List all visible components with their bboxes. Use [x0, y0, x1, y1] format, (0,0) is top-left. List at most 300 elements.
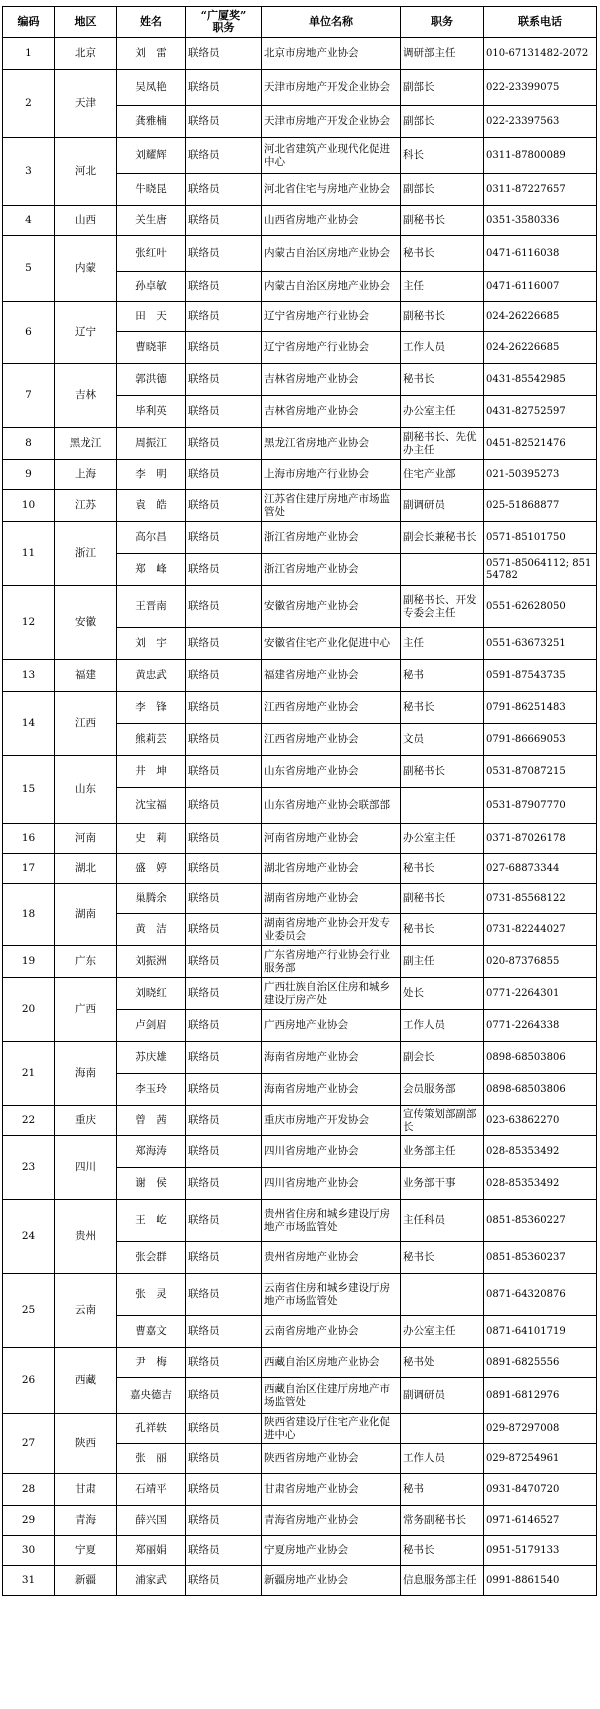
row-position: 副调研员 — [401, 490, 484, 522]
row-position: 工作人员 — [401, 332, 484, 364]
row-code: 24 — [3, 1200, 55, 1274]
row-phone: 024-26226685 — [484, 302, 597, 332]
row-phone: 022-23397563 — [484, 106, 597, 138]
row-position: 副会长兼秘书长 — [401, 522, 484, 554]
row-role: 联络员 — [186, 946, 262, 978]
row-name: 郑丽娟 — [117, 1536, 186, 1566]
row-unit: 广西房地产业协会 — [262, 1010, 401, 1042]
row-region: 陕西 — [55, 1414, 117, 1474]
row-name: 张 灵 — [117, 1274, 186, 1316]
row-code: 28 — [3, 1474, 55, 1506]
row-unit: 青海省房地产业协会 — [262, 1506, 401, 1536]
row-unit: 安徽省住宅产业化促进中心 — [262, 628, 401, 660]
row-role: 联络员 — [186, 1074, 262, 1106]
row-role: 联络员 — [186, 364, 262, 396]
row-unit: 辽宁省房地产行业协会 — [262, 332, 401, 364]
row-unit: 陕西省建设厅住宅产业化促进中心 — [262, 1414, 401, 1444]
row-name: 刘 雷 — [117, 38, 186, 70]
row-region: 湖北 — [55, 854, 117, 884]
row-role: 联络员 — [186, 692, 262, 724]
row-code: 2 — [3, 70, 55, 138]
row-position: 会员服务部 — [401, 1074, 484, 1106]
table-row — [3, 756, 597, 788]
row-position: 副部长 — [401, 174, 484, 206]
row-phone: 0471-6116007 — [484, 272, 597, 302]
row-name: 李玉玲 — [117, 1074, 186, 1106]
row-phone: 0891-6812976 — [484, 1378, 597, 1414]
row-phone: 029-87254961 — [484, 1444, 597, 1474]
row-name: 史 莉 — [117, 824, 186, 854]
row-code: 31 — [3, 1566, 55, 1596]
row-position: 工作人员 — [401, 1010, 484, 1042]
row-region: 重庆 — [55, 1106, 117, 1136]
row-role: 联络员 — [186, 1414, 262, 1444]
row-name: 刘耀辉 — [117, 138, 186, 174]
row-position: 秘书长 — [401, 236, 484, 272]
row-phone: 0851-85360227 — [484, 1200, 597, 1242]
row-unit: 贵州省住房和城乡建设厅房地产市场监管处 — [262, 1200, 401, 1242]
row-region: 海南 — [55, 1042, 117, 1106]
row-phone: 0351-3580336 — [484, 206, 597, 236]
row-region: 云南 — [55, 1274, 117, 1348]
row-position: 秘书长 — [401, 364, 484, 396]
row-position: 副部长 — [401, 106, 484, 138]
row-phone: 0431-82752597 — [484, 396, 597, 428]
table-row — [3, 364, 597, 396]
row-name: 张 丽 — [117, 1444, 186, 1474]
row-role: 联络员 — [186, 70, 262, 106]
row-position: 主任 — [401, 272, 484, 302]
row-phone: 0771-2264338 — [484, 1010, 597, 1042]
row-code: 27 — [3, 1414, 55, 1474]
row-name: 高尔昌 — [117, 522, 186, 554]
row-phone: 0971-6146527 — [484, 1506, 597, 1536]
row-position: 主任 — [401, 628, 484, 660]
row-role: 联络员 — [186, 1274, 262, 1316]
row-code: 15 — [3, 756, 55, 824]
row-name: 王晋南 — [117, 586, 186, 628]
row-phone: 0991-8861540 — [484, 1566, 597, 1596]
row-position: 科长 — [401, 138, 484, 174]
row-name: 石靖平 — [117, 1474, 186, 1506]
row-unit: 河北省建筑产业现代化促进中心 — [262, 138, 401, 174]
row-region: 宁夏 — [55, 1536, 117, 1566]
row-position: 副主任 — [401, 946, 484, 978]
row-region: 吉林 — [55, 364, 117, 428]
row-role: 联络员 — [186, 1506, 262, 1536]
row-name: 郭洪德 — [117, 364, 186, 396]
header-position: 职务 — [401, 7, 484, 38]
row-name: 孙卓敏 — [117, 272, 186, 302]
row-name: 牛晓昆 — [117, 174, 186, 206]
row-position — [401, 1274, 484, 1316]
row-region: 内蒙 — [55, 236, 117, 302]
row-role: 联络员 — [186, 332, 262, 364]
row-role: 联络员 — [186, 302, 262, 332]
row-region: 新疆 — [55, 1566, 117, 1596]
row-position: 宣传策划部副部长 — [401, 1106, 484, 1136]
row-position: 副部长 — [401, 70, 484, 106]
row-role: 联络员 — [186, 1168, 262, 1200]
row-position: 秘书 — [401, 1474, 484, 1506]
row-name: 刘晓红 — [117, 978, 186, 1010]
row-phone: 027-68873344 — [484, 854, 597, 884]
row-code: 7 — [3, 364, 55, 428]
row-position: 秘书长 — [401, 692, 484, 724]
table-row — [3, 660, 597, 692]
row-unit: 甘肃省房地产业协会 — [262, 1474, 401, 1506]
row-phone: 0931-8470720 — [484, 1474, 597, 1506]
row-region: 四川 — [55, 1136, 117, 1200]
row-code: 3 — [3, 138, 55, 206]
row-code: 4 — [3, 206, 55, 236]
row-position: 副秘书长 — [401, 756, 484, 788]
row-position: 秘书长 — [401, 1242, 484, 1274]
row-region: 山东 — [55, 756, 117, 824]
row-unit: 河南省房地产业协会 — [262, 824, 401, 854]
row-position: 办公室主任 — [401, 1316, 484, 1348]
row-position: 副秘书长 — [401, 302, 484, 332]
row-phone: 0898-68503806 — [484, 1074, 597, 1106]
row-position — [401, 788, 484, 824]
row-position: 调研部主任 — [401, 38, 484, 70]
row-unit: 上海市房地产行业协会 — [262, 460, 401, 490]
row-role: 联络员 — [186, 1348, 262, 1378]
row-region: 河北 — [55, 138, 117, 206]
row-code: 9 — [3, 460, 55, 490]
row-role: 联络员 — [186, 660, 262, 692]
row-name: 孔祥轶 — [117, 1414, 186, 1444]
row-unit: 湖北省房地产业协会 — [262, 854, 401, 884]
row-unit: 辽宁省房地产行业协会 — [262, 302, 401, 332]
row-role: 联络员 — [186, 106, 262, 138]
table-row — [3, 692, 597, 724]
row-region: 山西 — [55, 206, 117, 236]
row-phone: 0551-62628050 — [484, 586, 597, 628]
table-row — [3, 38, 597, 70]
row-unit: 江西省房地产业协会 — [262, 692, 401, 724]
row-role: 联络员 — [186, 396, 262, 428]
row-name: 黄 洁 — [117, 914, 186, 946]
table-row — [3, 1506, 597, 1536]
table-row — [3, 1136, 597, 1168]
row-unit: 江西省房地产业协会 — [262, 724, 401, 756]
row-code: 17 — [3, 854, 55, 884]
row-phone: 0891-6825556 — [484, 1348, 597, 1378]
table-body — [3, 38, 597, 1596]
row-position: 处长 — [401, 978, 484, 1010]
row-unit: 四川省房地产业协会 — [262, 1136, 401, 1168]
row-name: 张红叶 — [117, 236, 186, 272]
row-region: 青海 — [55, 1506, 117, 1536]
row-role: 联络员 — [186, 1042, 262, 1074]
row-region: 上海 — [55, 460, 117, 490]
row-role: 联络员 — [186, 1316, 262, 1348]
row-unit: 湖南省房地产业协会 — [262, 884, 401, 914]
row-name: 浦家武 — [117, 1566, 186, 1596]
row-phone: 022-23399075 — [484, 70, 597, 106]
row-region: 北京 — [55, 38, 117, 70]
header-row — [3, 7, 597, 38]
row-unit: 西藏自治区房地产业协会 — [262, 1348, 401, 1378]
row-unit: 内蒙古自治区房地产业协会 — [262, 272, 401, 302]
row-unit: 吉林省房地产业协会 — [262, 396, 401, 428]
row-name: 卢剑眉 — [117, 1010, 186, 1042]
row-position: 办公室主任 — [401, 396, 484, 428]
row-name: 谢 侯 — [117, 1168, 186, 1200]
table-row — [3, 460, 597, 490]
table-row — [3, 236, 597, 272]
row-code: 12 — [3, 586, 55, 660]
row-name: 王 屹 — [117, 1200, 186, 1242]
row-phone: 0311-87227657 — [484, 174, 597, 206]
row-role: 联络员 — [186, 460, 262, 490]
row-role: 联络员 — [186, 1536, 262, 1566]
row-role: 联络员 — [186, 272, 262, 302]
row-role: 联络员 — [186, 724, 262, 756]
row-unit: 重庆市房地产开发协会 — [262, 1106, 401, 1136]
row-unit: 云南省房地产业协会 — [262, 1316, 401, 1348]
row-unit: 海南省房地产业协会 — [262, 1042, 401, 1074]
row-position — [401, 554, 484, 586]
row-unit: 浙江省房地产业协会 — [262, 522, 401, 554]
row-unit: 天津市房地产开发企业协会 — [262, 70, 401, 106]
header-unit: 单位名称 — [262, 7, 401, 38]
row-name: 曾 茜 — [117, 1106, 186, 1136]
row-code: 1 — [3, 38, 55, 70]
table-row — [3, 138, 597, 174]
row-code: 14 — [3, 692, 55, 756]
table-row — [3, 522, 597, 554]
table-row — [3, 1274, 597, 1316]
row-unit: 四川省房地产业协会 — [262, 1168, 401, 1200]
row-name: 沈宝福 — [117, 788, 186, 824]
row-name: 张会群 — [117, 1242, 186, 1274]
row-name: 薛兴国 — [117, 1506, 186, 1536]
row-region: 黑龙江 — [55, 428, 117, 460]
row-name: 曹晓菲 — [117, 332, 186, 364]
row-region: 辽宁 — [55, 302, 117, 364]
row-role: 联络员 — [186, 1242, 262, 1274]
row-phone: 0871-64101719 — [484, 1316, 597, 1348]
row-role: 联络员 — [186, 824, 262, 854]
row-role: 联络员 — [186, 554, 262, 586]
row-unit: 湖南省房地产业协会开发专业委员会 — [262, 914, 401, 946]
row-code: 11 — [3, 522, 55, 586]
row-name: 黄忠武 — [117, 660, 186, 692]
row-unit: 内蒙古自治区房地产业协会 — [262, 236, 401, 272]
row-name: 巢腾余 — [117, 884, 186, 914]
row-code: 19 — [3, 946, 55, 978]
row-role: 联络员 — [186, 586, 262, 628]
header-region: 地区 — [55, 7, 117, 38]
row-unit: 贵州省房地产业协会 — [262, 1242, 401, 1274]
row-position: 副秘书长 — [401, 884, 484, 914]
row-name: 关生唐 — [117, 206, 186, 236]
row-phone: 021-50395273 — [484, 460, 597, 490]
row-region: 甘肃 — [55, 1474, 117, 1506]
row-phone: 023-63862270 — [484, 1106, 597, 1136]
row-phone: 0371-87026178 — [484, 824, 597, 854]
table-row — [3, 978, 597, 1010]
row-code: 18 — [3, 884, 55, 946]
row-code: 16 — [3, 824, 55, 854]
row-role: 联络员 — [186, 1444, 262, 1474]
row-unit: 北京市房地产业协会 — [262, 38, 401, 70]
row-unit: 安徽省房地产业协会 — [262, 586, 401, 628]
header-phone: 联系电话 — [484, 7, 597, 38]
row-role: 联络员 — [186, 522, 262, 554]
row-position: 秘书长 — [401, 914, 484, 946]
row-phone: 029-87297008 — [484, 1414, 597, 1444]
table-row — [3, 302, 597, 332]
row-phone: 0531-87907770 — [484, 788, 597, 824]
row-role: 联络员 — [186, 428, 262, 460]
row-phone: 020-87376855 — [484, 946, 597, 978]
contact-table — [2, 6, 597, 1596]
row-position: 业务部主任 — [401, 1136, 484, 1168]
row-role: 联络员 — [186, 914, 262, 946]
row-unit: 山西省房地产业协会 — [262, 206, 401, 236]
row-role: 联络员 — [186, 628, 262, 660]
row-phone: 0531-87087215 — [484, 756, 597, 788]
header-name: 姓名 — [117, 7, 186, 38]
row-name: 井 坤 — [117, 756, 186, 788]
row-name: 苏庆雄 — [117, 1042, 186, 1074]
row-phone: 0851-85360237 — [484, 1242, 597, 1274]
row-name: 刘 宇 — [117, 628, 186, 660]
row-position: 信息服务部主任 — [401, 1566, 484, 1596]
table-row — [3, 586, 597, 628]
row-phone: 0431-85542985 — [484, 364, 597, 396]
row-phone: 0571-85064112; 85154782 — [484, 554, 597, 586]
row-region: 广东 — [55, 946, 117, 978]
row-phone: 0871-64320876 — [484, 1274, 597, 1316]
row-role: 联络员 — [186, 138, 262, 174]
row-name: 熊莉芸 — [117, 724, 186, 756]
row-phone: 0571-85101750 — [484, 522, 597, 554]
row-role: 联络员 — [186, 1106, 262, 1136]
row-phone: 0898-68503806 — [484, 1042, 597, 1074]
row-name: 毕利英 — [117, 396, 186, 428]
row-region: 天津 — [55, 70, 117, 138]
row-unit: 河北省住宅与房地产业协会 — [262, 174, 401, 206]
row-unit: 浙江省房地产业协会 — [262, 554, 401, 586]
row-name: 曹嘉文 — [117, 1316, 186, 1348]
row-region: 江苏 — [55, 490, 117, 522]
row-unit: 黑龙江省房地产业协会 — [262, 428, 401, 460]
row-role: 联络员 — [186, 236, 262, 272]
table-row — [3, 946, 597, 978]
table-row — [3, 1414, 597, 1444]
row-role: 联络员 — [186, 206, 262, 236]
table-row — [3, 1536, 597, 1566]
row-position: 副秘书长 — [401, 206, 484, 236]
row-name: 李 明 — [117, 460, 186, 490]
row-position: 常务副秘书长 — [401, 1506, 484, 1536]
row-phone: 0731-82244027 — [484, 914, 597, 946]
header-code: 编码 — [3, 7, 55, 38]
row-phone: 024-26226685 — [484, 332, 597, 364]
row-unit: 广西壮族自治区住房和城乡建设厅房产处 — [262, 978, 401, 1010]
row-position: 秘书处 — [401, 1348, 484, 1378]
row-phone: 0771-2264301 — [484, 978, 597, 1010]
row-position: 秘书 — [401, 660, 484, 692]
row-code: 25 — [3, 1274, 55, 1348]
row-position: 住宅产业部 — [401, 460, 484, 490]
row-role: 联络员 — [186, 1010, 262, 1042]
row-phone: 0451-82521476 — [484, 428, 597, 460]
row-role: 联络员 — [186, 788, 262, 824]
row-phone: 0311-87800089 — [484, 138, 597, 174]
row-unit: 陕西省房地产业协会 — [262, 1444, 401, 1474]
row-position: 秘书长 — [401, 854, 484, 884]
row-code: 8 — [3, 428, 55, 460]
row-phone: 025-51868877 — [484, 490, 597, 522]
row-region: 河南 — [55, 824, 117, 854]
table-row — [3, 1106, 597, 1136]
row-phone: 0951-5179133 — [484, 1536, 597, 1566]
row-position: 文员 — [401, 724, 484, 756]
row-name: 田 天 — [117, 302, 186, 332]
table-row — [3, 824, 597, 854]
row-unit: 宁夏房地产业协会 — [262, 1536, 401, 1566]
row-position: 业务部干事 — [401, 1168, 484, 1200]
row-name: 郑 峰 — [117, 554, 186, 586]
row-position: 秘书长 — [401, 1536, 484, 1566]
row-unit: 福建省房地产业协会 — [262, 660, 401, 692]
row-role: 联络员 — [186, 978, 262, 1010]
row-name: 袁 皓 — [117, 490, 186, 522]
table-row — [3, 206, 597, 236]
row-name: 刘振洲 — [117, 946, 186, 978]
table-row — [3, 854, 597, 884]
row-code: 22 — [3, 1106, 55, 1136]
row-unit: 山东省房地产业协会 — [262, 756, 401, 788]
row-role: 联络员 — [186, 1566, 262, 1596]
table-row — [3, 1566, 597, 1596]
row-name: 郑海涛 — [117, 1136, 186, 1168]
row-name: 盛 婷 — [117, 854, 186, 884]
row-phone: 028-85353492 — [484, 1168, 597, 1200]
row-position: 主任科员 — [401, 1200, 484, 1242]
table-row — [3, 1042, 597, 1074]
row-unit: 山东省房地产业协会联部部 — [262, 788, 401, 824]
row-region: 西藏 — [55, 1348, 117, 1414]
row-phone: 0551-63673251 — [484, 628, 597, 660]
table-row — [3, 1348, 597, 1378]
row-role: 联络员 — [186, 756, 262, 788]
row-unit: 西藏自治区住建厅房地产市场监管处 — [262, 1378, 401, 1414]
row-name: 吴凤艳 — [117, 70, 186, 106]
row-role: 联络员 — [186, 1378, 262, 1414]
row-role: 联络员 — [186, 38, 262, 70]
row-code: 13 — [3, 660, 55, 692]
table-row — [3, 490, 597, 522]
row-role: 联络员 — [186, 854, 262, 884]
row-position: 办公室主任 — [401, 824, 484, 854]
row-region: 贵州 — [55, 1200, 117, 1274]
table-row — [3, 1200, 597, 1242]
row-region: 江西 — [55, 692, 117, 756]
row-name: 嘉央德吉 — [117, 1378, 186, 1414]
row-role: 联络员 — [186, 174, 262, 206]
row-code: 26 — [3, 1348, 55, 1414]
row-unit: 天津市房地产开发企业协会 — [262, 106, 401, 138]
row-code: 5 — [3, 236, 55, 302]
row-position: 副调研员 — [401, 1378, 484, 1414]
row-code: 20 — [3, 978, 55, 1042]
